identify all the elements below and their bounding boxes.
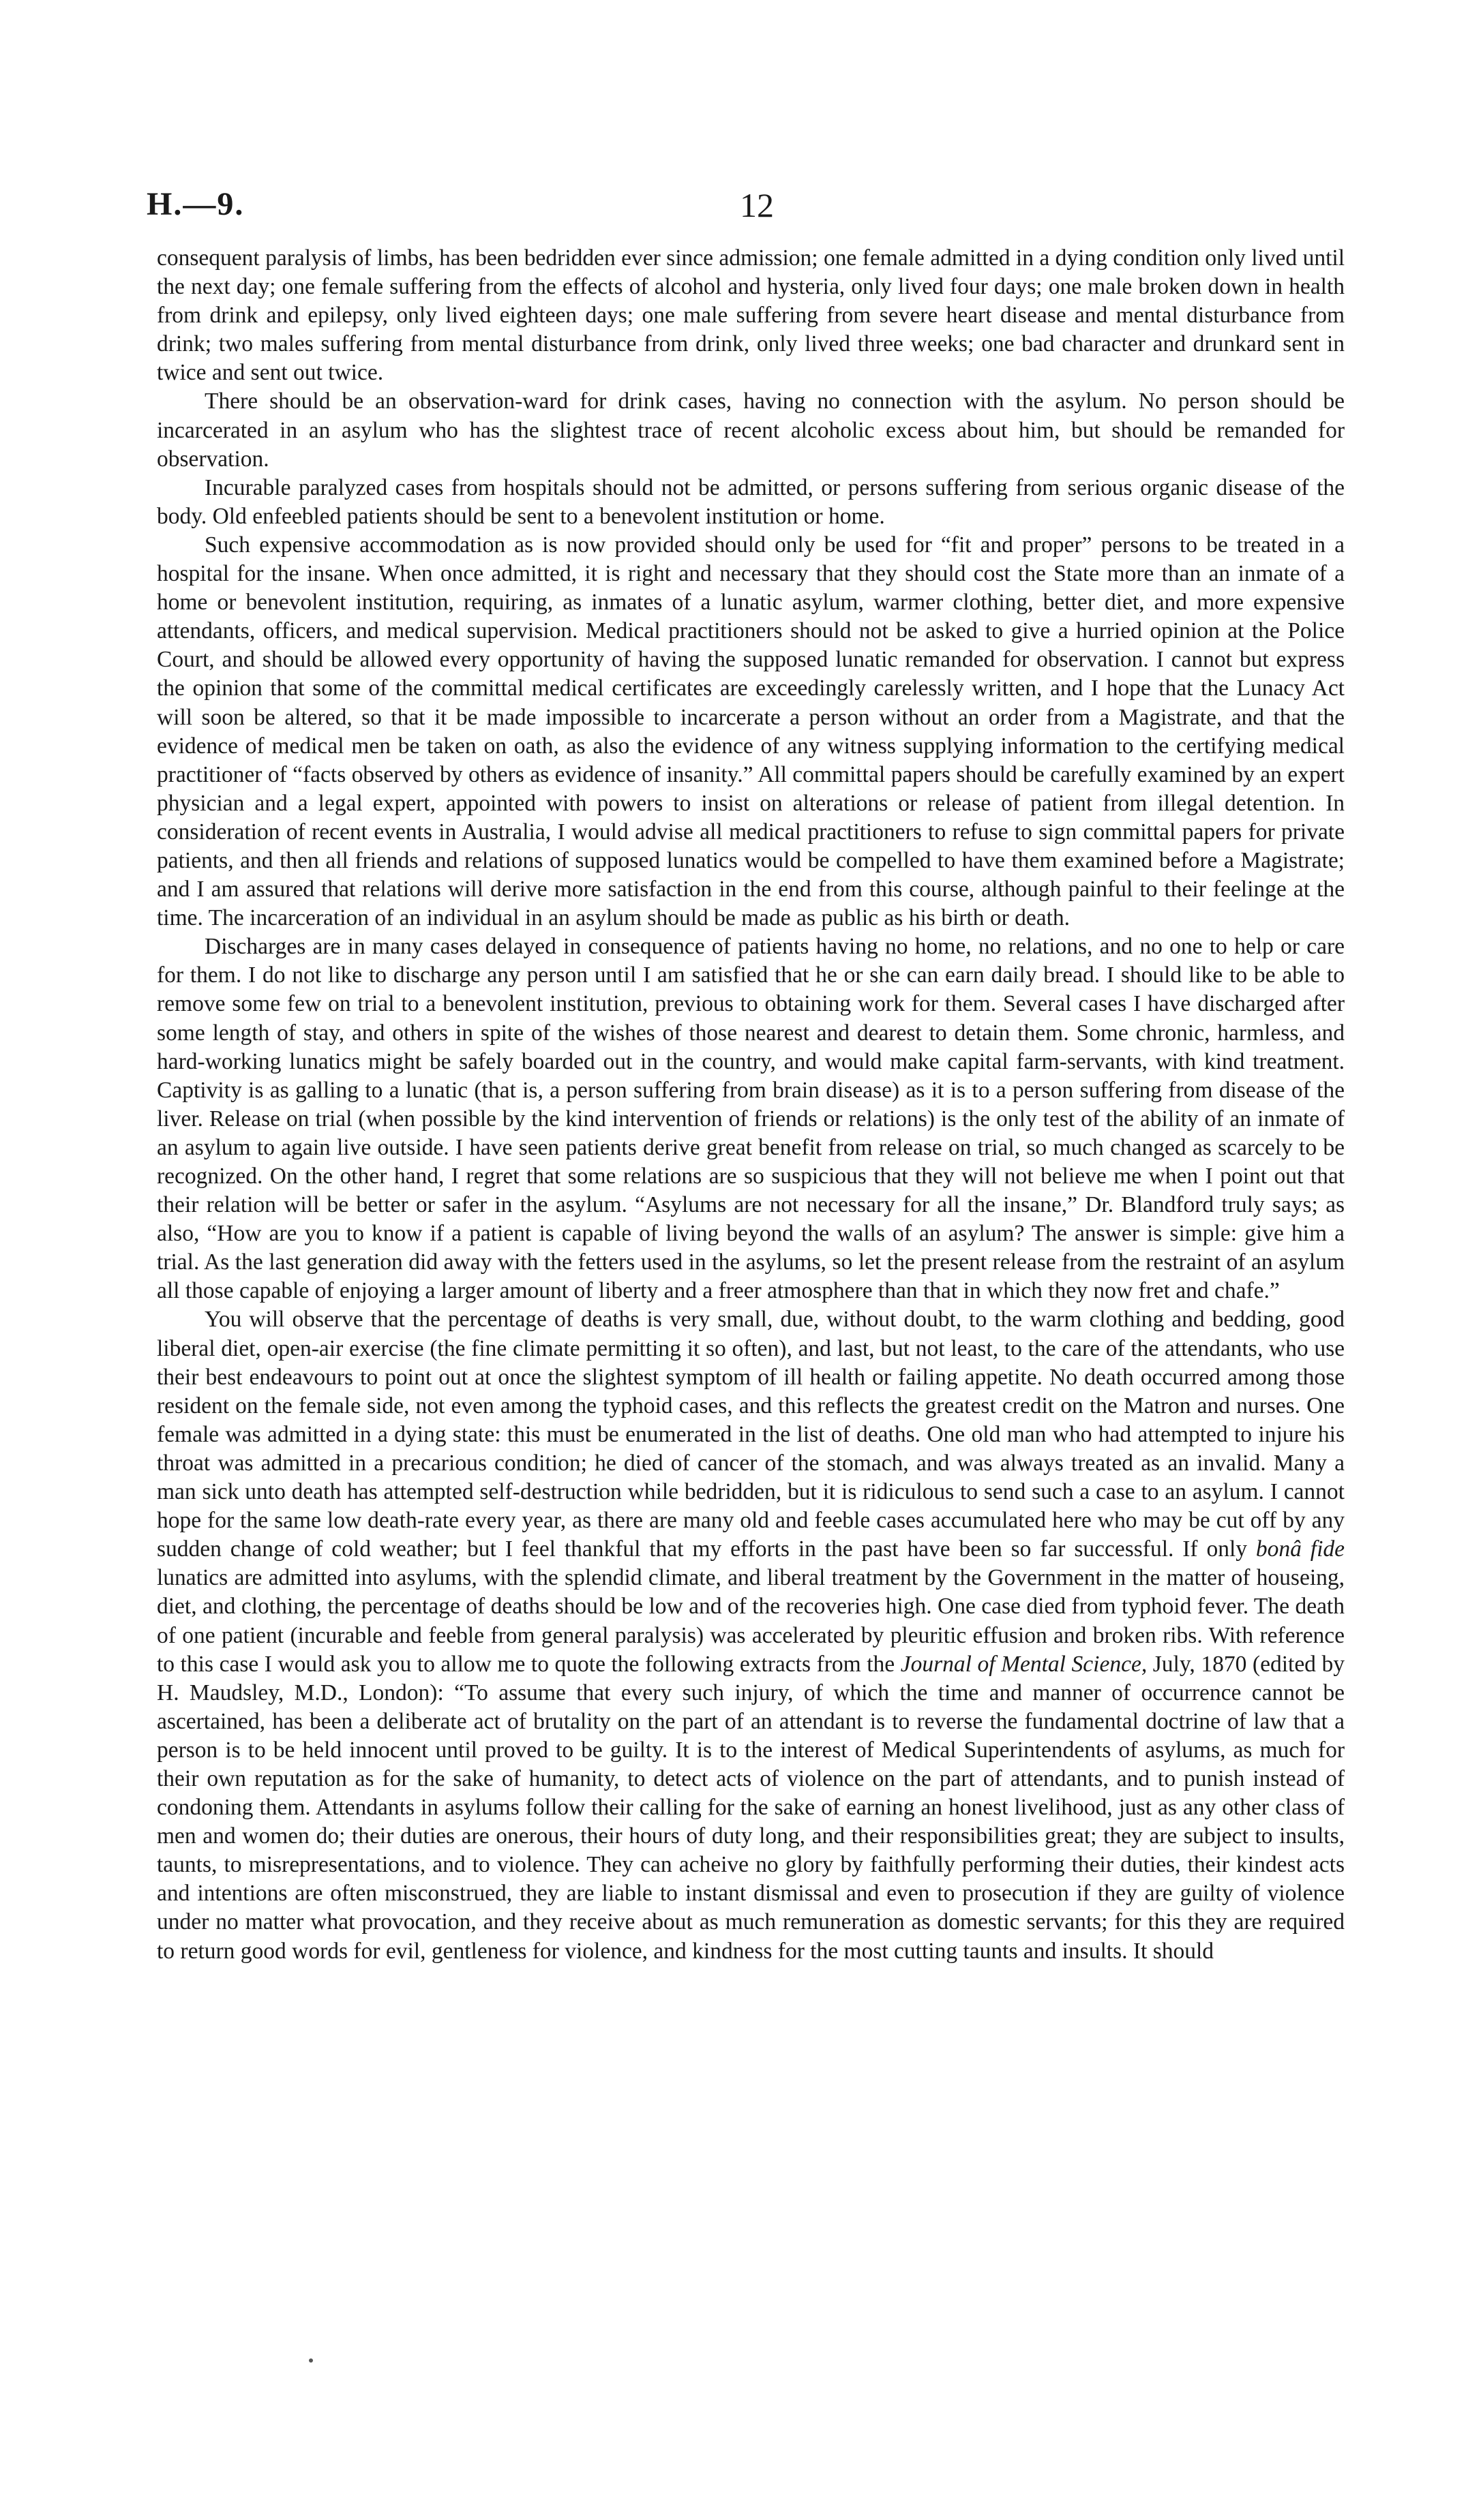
stray-dot-mark xyxy=(309,2358,313,2363)
deaths-text-part3: July, 1870 (edited by H. Maudsley, M.D., London): “To assume that every such injury, of which the time and manner of occurrence cannot be ascertained, has been a deliberate act of brutality on the part of an attendant is to reverse the fundamental doctrine of law that a person is to be held innocent until proved to be guilty. It is to the interest of Medical Superintendents of asylums, as much for their own reputation as for the sake of humanity, to detect acts of violence on the part of attendants, and to punish instead of condoning them. Attendants in asylums follow their calling for the sake of earning an honest livelihood, just as any other class of men and women do; their duties are onerous, their hours of duty long, and their responsibilities great; they are subject to insults, taunts, to misrepresentations, and to violence. They can acheive no glory by faithfully performing their duties, their kindest acts and intentions are often misconstrued, they are liable to instant dismissal and even to prosecution if they are guilty of violence under no matter what provocation, and they receive about as much remuneration as domestic servants; for this they are required to return good words for evil, gentleness for violence, and kindness for the most cutting taunts and insults. It should xyxy=(157,1651,1345,1964)
paragraph-accommodation: Such expensive accommodation as is now provided should only be used for “fit and proper” persons to be treated in a hospital for the insane. When once admitted, it is right and necessary that they should cost the State more than an inmate of a home or benevolent institution, requiring, as inmates of a lunatic asylum, warmer clothing, better diet, and more expensive attendants, officers, and medical supervision. Medical practitioners should not be asked to give a hurried opinion at the Police Court, and should be allowed every opportunity of having the supposed lunatic remanded for observation. I cannot but express the opinion that some of the committal medical certificates are exceedingly carelessly written, and I hope that the Lunacy Act will soon be altered, so that it be made impossible to incarcerate a person without an order from a Magistrate, and that the evidence of medical men be taken on oath, as also the evidence of any witness supplying information to the certifying medical practitioner of “facts observed by others as evidence of insanity.” All committal papers should be carefully examined by an expert physician and a legal expert, appointed with powers to insist on alterations or release of patient from illegal detention. In consideration of recent events in Australia, I would advise all medical practitioners to refuse to sign committal papers for private patients, and then all friends and relations of supposed lunatics would be compelled to have them examined before a Magistrate; and I am assured that relations will derive more satisfaction in the end from this course, although painful to their feelinge at the time. The incarceration of an individual in an asylum should be made as public as his birth or death. xyxy=(157,532,1345,931)
italic-journal-title: Journal of Mental Science, xyxy=(900,1651,1148,1677)
page-header xyxy=(147,185,1319,226)
italic-bona-fide: bonâ fide xyxy=(1255,1536,1345,1562)
body-text xyxy=(157,244,1345,1966)
document-reference: H.—9. xyxy=(147,186,245,222)
page-number: 12 xyxy=(740,186,774,224)
paragraph-observation-ward: There should be an observation-ward for drink cases, having no connection with the asylum. No person should be incarcerated in an asylum who has the slightest trace of recent alcoholic excess about him, but should be remanded for observation. xyxy=(157,389,1345,472)
paragraph-incurable-cases: Incurable paralyzed cases from hospitals should not be admitted, or persons suffering from serious organic disease of the body. Old enfeebled patients should be sent to a benevolent institution or home. xyxy=(157,474,1345,529)
deaths-text-part2: lunatics are admitted into asylums, with the splendid climate, and liberal treatment by the Government in the matter of houseing, diet, and clothing, the percentage of deaths should be low and of the recoveries high. One case died from typhoid fever. The death of one patient (incurable and feeble from general paralysis) was accelerated by pleuritic effusion and broken ribs. With reference to this case I would ask you to allow me to quote the following extracts from the xyxy=(157,1565,1345,1677)
paragraph-deaths xyxy=(157,1305,1345,1965)
paragraph-discharges: Discharges are in many cases delayed in consequence of patients having no home, no relations, and no one to help or care for them. I do not like to discharge any person until I am satisfied that he or she can earn daily bread. I should like to be able to remove some few on trial to a benevolent institution, previous to obtaining work for them. Several cases I have discharged after some length of stay, and others in spite of the wishes of those nearest and dearest to detain them. Some chronic, harmless, and hard-working lunatics might be safely boarded out in the country, and would make capital farm-servants, with kind treatment. Captivity is as galling to a lunatic (that is, a person suffering from brain disease) as it is to a person suffering from disease of the liver. Release on trial (when possible by the kind intervention of friends or relations) is the only test of the ability of an inmate of an asylum to again live outside. I have seen patients derive great benefit from release on trial, so much changed as scarcely to be recognized. On the other hand, I regret that some relations are so suspicious that they will not believe me when I point out that their relation will be better or safer in the asylum. “Asylums are not necessary for all the insane,” Dr. Blandford truly says; as also, “How are you to know if a patient is capable of living beyond the walls of an asylum? The answer is simple: give him a trial. As the last generation did away with the fetters used in the asylums, so let the present release from the restraint of an asylum all those capable of enjoying a larger amount of liberty and a freer atmosphere than that in which they now fret and chafe.” xyxy=(157,934,1345,1304)
deaths-text-part1: You will observe that the percentage of deaths is very small, due, without doubt, to the warm clothing and bedding, good liberal diet, open-air exercise (the fine climate permitting it so often), and last, but not least, to the care of the attendants, who use their best endeavours to point out at once the slightest symptom of ill health or failing appetite. No death occurred among those resident on the female side, not even among the typhoid cases, and this reflects the greatest credit on the Matron and nurses. One female was admitted in a dying state: this must be enumerated in the list of deaths. One old man who had attempted to injure his throat was admitted in a precarious condition; he died of cancer of the stomach, and was always treated as an invalid. Many a man sick unto death has attempted self-destruction while bedridden, but it is ridiculous to send such a case to an asylum. I cannot hope for the same low death-rate every year, as there are many old and feeble cases accumulated here who may be cut off by any sudden change of cold weather; but I feel thankful that my efforts in the past have been so far successful. If only xyxy=(157,1307,1345,1562)
paragraph-continuation: consequent paralysis of limbs, has been bedridden ever since admission; one female admitted in a dying condition only lived until the next day; one female suffering from the effects of alcohol and hysteria, only lived four days; one male broken down in health from drink and epilepsy, only lived eighteen days; one male suffering from severe heart disease and mental disturbance from drink; two males suffering from mental disturbance from drink, only lived three weeks; one bad character and drunkard sent in twice and sent out twice. xyxy=(157,245,1345,386)
